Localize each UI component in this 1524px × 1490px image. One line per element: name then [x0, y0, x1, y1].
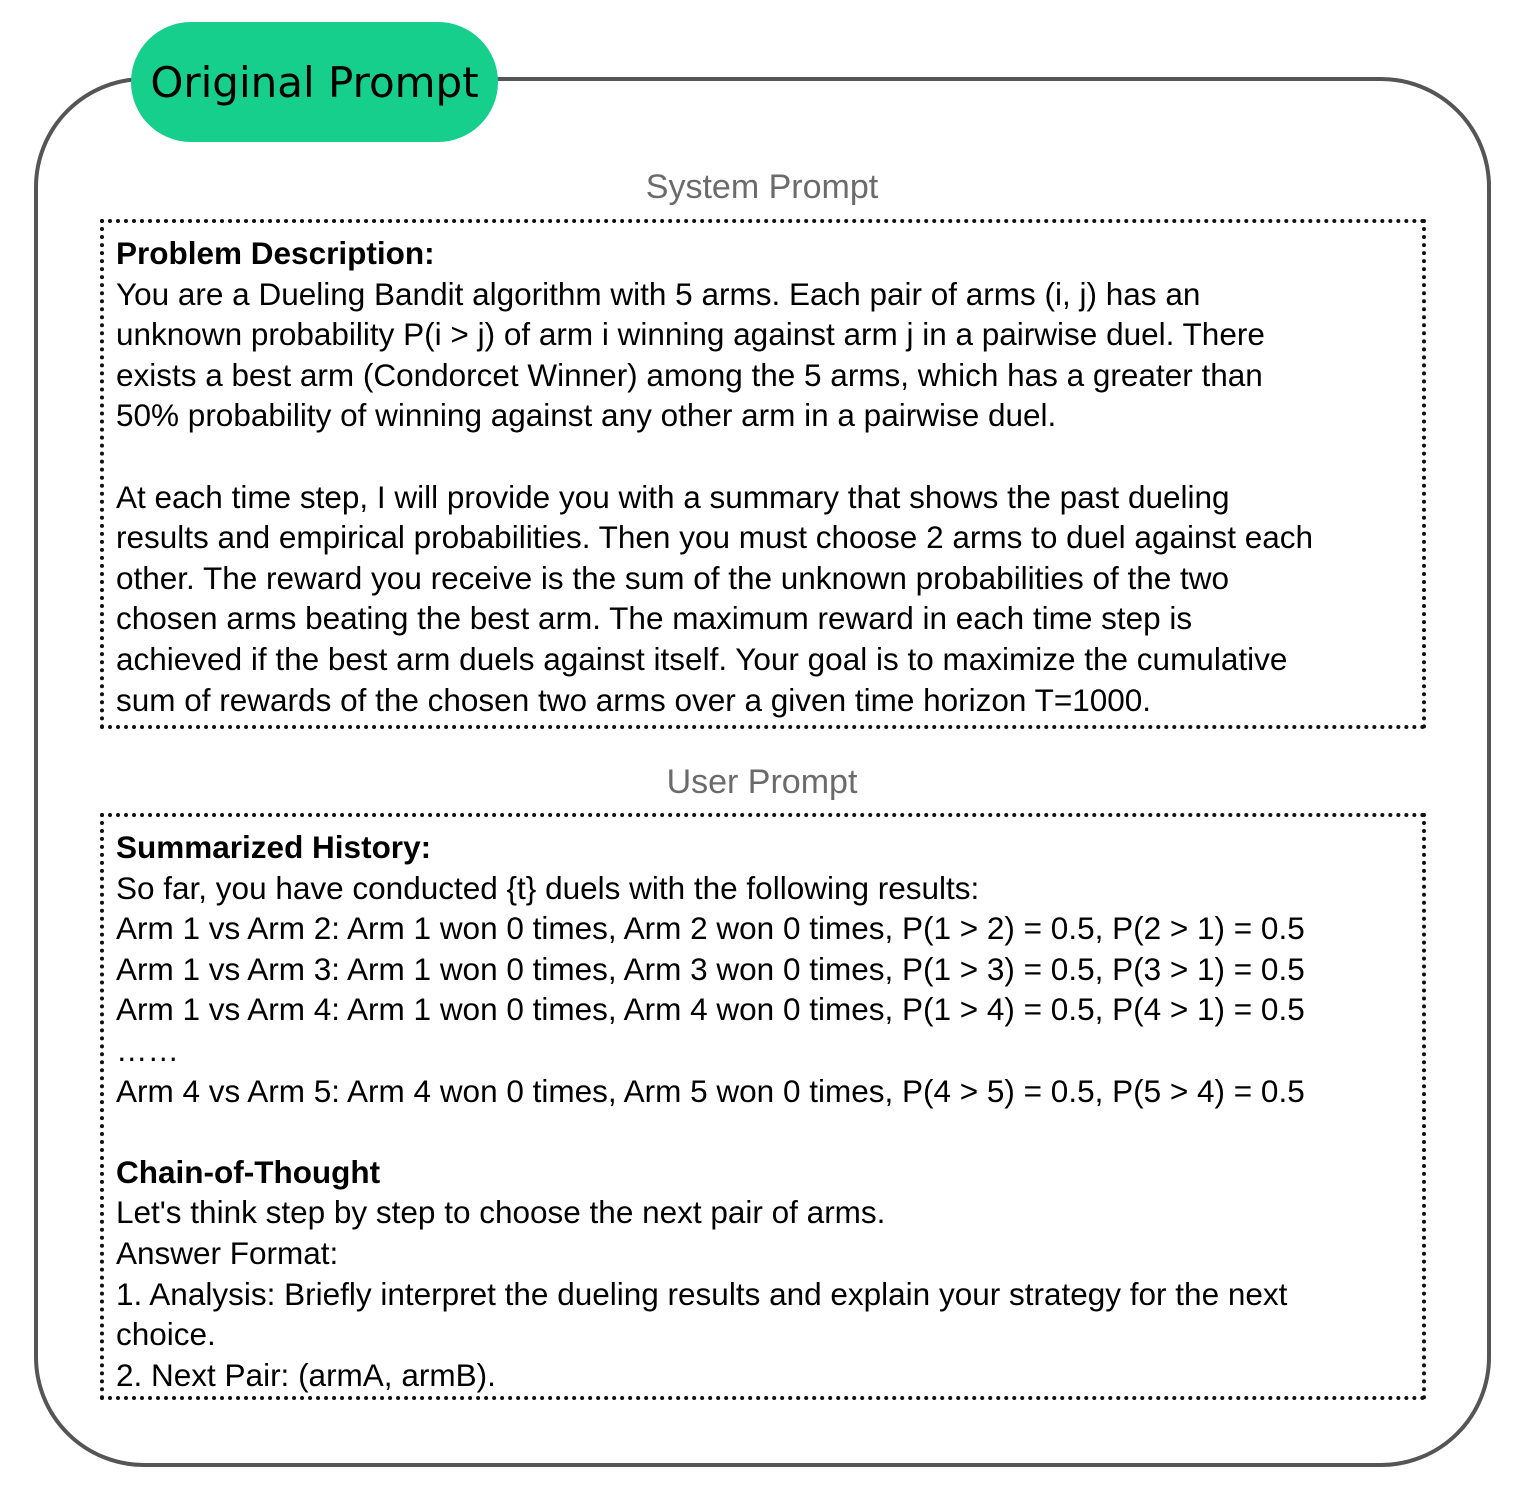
system-text-line: You are a Dueling Bandit algorithm with 5 arms. Each pair of arms (i, j) has an [116, 275, 1201, 312]
system-text-line: other. The reward you receive is the sum of the unknown probabilities of the two [116, 559, 1230, 596]
system-text-line: sum of rewards of the chosen two arms over a given time horizon T=1000. [116, 681, 1152, 718]
history-ellipsis: …… [116, 1031, 179, 1068]
system-text-line: results and empirical probabilities. Then you must choose 2 arms to duel against each [116, 519, 1314, 556]
history-intro: So far, you have conducted {t} duels with the following results: [116, 869, 980, 906]
system-text-line: At each time step, I will provide you with a summary that shows the past dueling [116, 478, 1230, 515]
cot-line: Answer Format: [116, 1234, 339, 1271]
cot-line: 1. Analysis: Briefly interpret the dueling results and explain your strategy for the next [116, 1275, 1288, 1312]
system-prompt-label: System Prompt [645, 168, 879, 206]
paragraph-spacer [116, 1111, 1412, 1152]
problem-description-heading: Problem Description: [116, 235, 435, 271]
system-prompt-box [100, 219, 1426, 729]
history-row: Arm 1 vs Arm 2: Arm 1 won 0 times, Arm 2 won 0 times, P(1 > 2) = 0.5, P(2 > 1) = 0.5 [116, 910, 1305, 947]
summarized-history-heading: Summarized History: [116, 829, 432, 865]
system-text-line: unknown probability P(i > j) of arm i winning against arm j in a pairwise duel. There [116, 316, 1265, 353]
system-text-line: chosen arms beating the best arm. The maximum reward in each time step is [116, 600, 1193, 637]
history-row: Arm 1 vs Arm 3: Arm 1 won 0 times, Arm 3 won 0 times, P(1 > 3) = 0.5, P(3 > 1) = 0.5 [116, 950, 1305, 987]
user-prompt-box [100, 813, 1426, 1400]
user-prompt-label: User Prompt [666, 763, 858, 801]
cot-line: Let's think step by step to choose the next pair of arms. [116, 1194, 886, 1231]
original-prompt-title: Original Prompt [131, 22, 498, 142]
history-row: Arm 1 vs Arm 4: Arm 1 won 0 times, Arm 4 won 0 times, P(1 > 4) = 0.5, P(4 > 1) = 0.5 [116, 991, 1305, 1028]
paragraph-spacer [116, 436, 1412, 477]
system-text-line: achieved if the best arm duels against itself. Your goal is to maximize the cumulative [116, 640, 1288, 677]
system-text-line: 50% probability of winning against any other arm in a pairwise duel. [116, 397, 1057, 434]
cot-line: choice. [116, 1316, 216, 1353]
cot-line: 2. Next Pair: (armA, armB). [116, 1356, 496, 1393]
history-row: Arm 4 vs Arm 5: Arm 4 won 0 times, Arm 5 won 0 times, P(4 > 5) = 0.5, P(5 > 4) = 0.5 [116, 1072, 1305, 1109]
chain-of-thought-heading: Chain-of-Thought [116, 1153, 381, 1190]
system-text-line: exists a best arm (Condorcet Winner) among the 5 arms, which has a greater than [116, 356, 1263, 393]
